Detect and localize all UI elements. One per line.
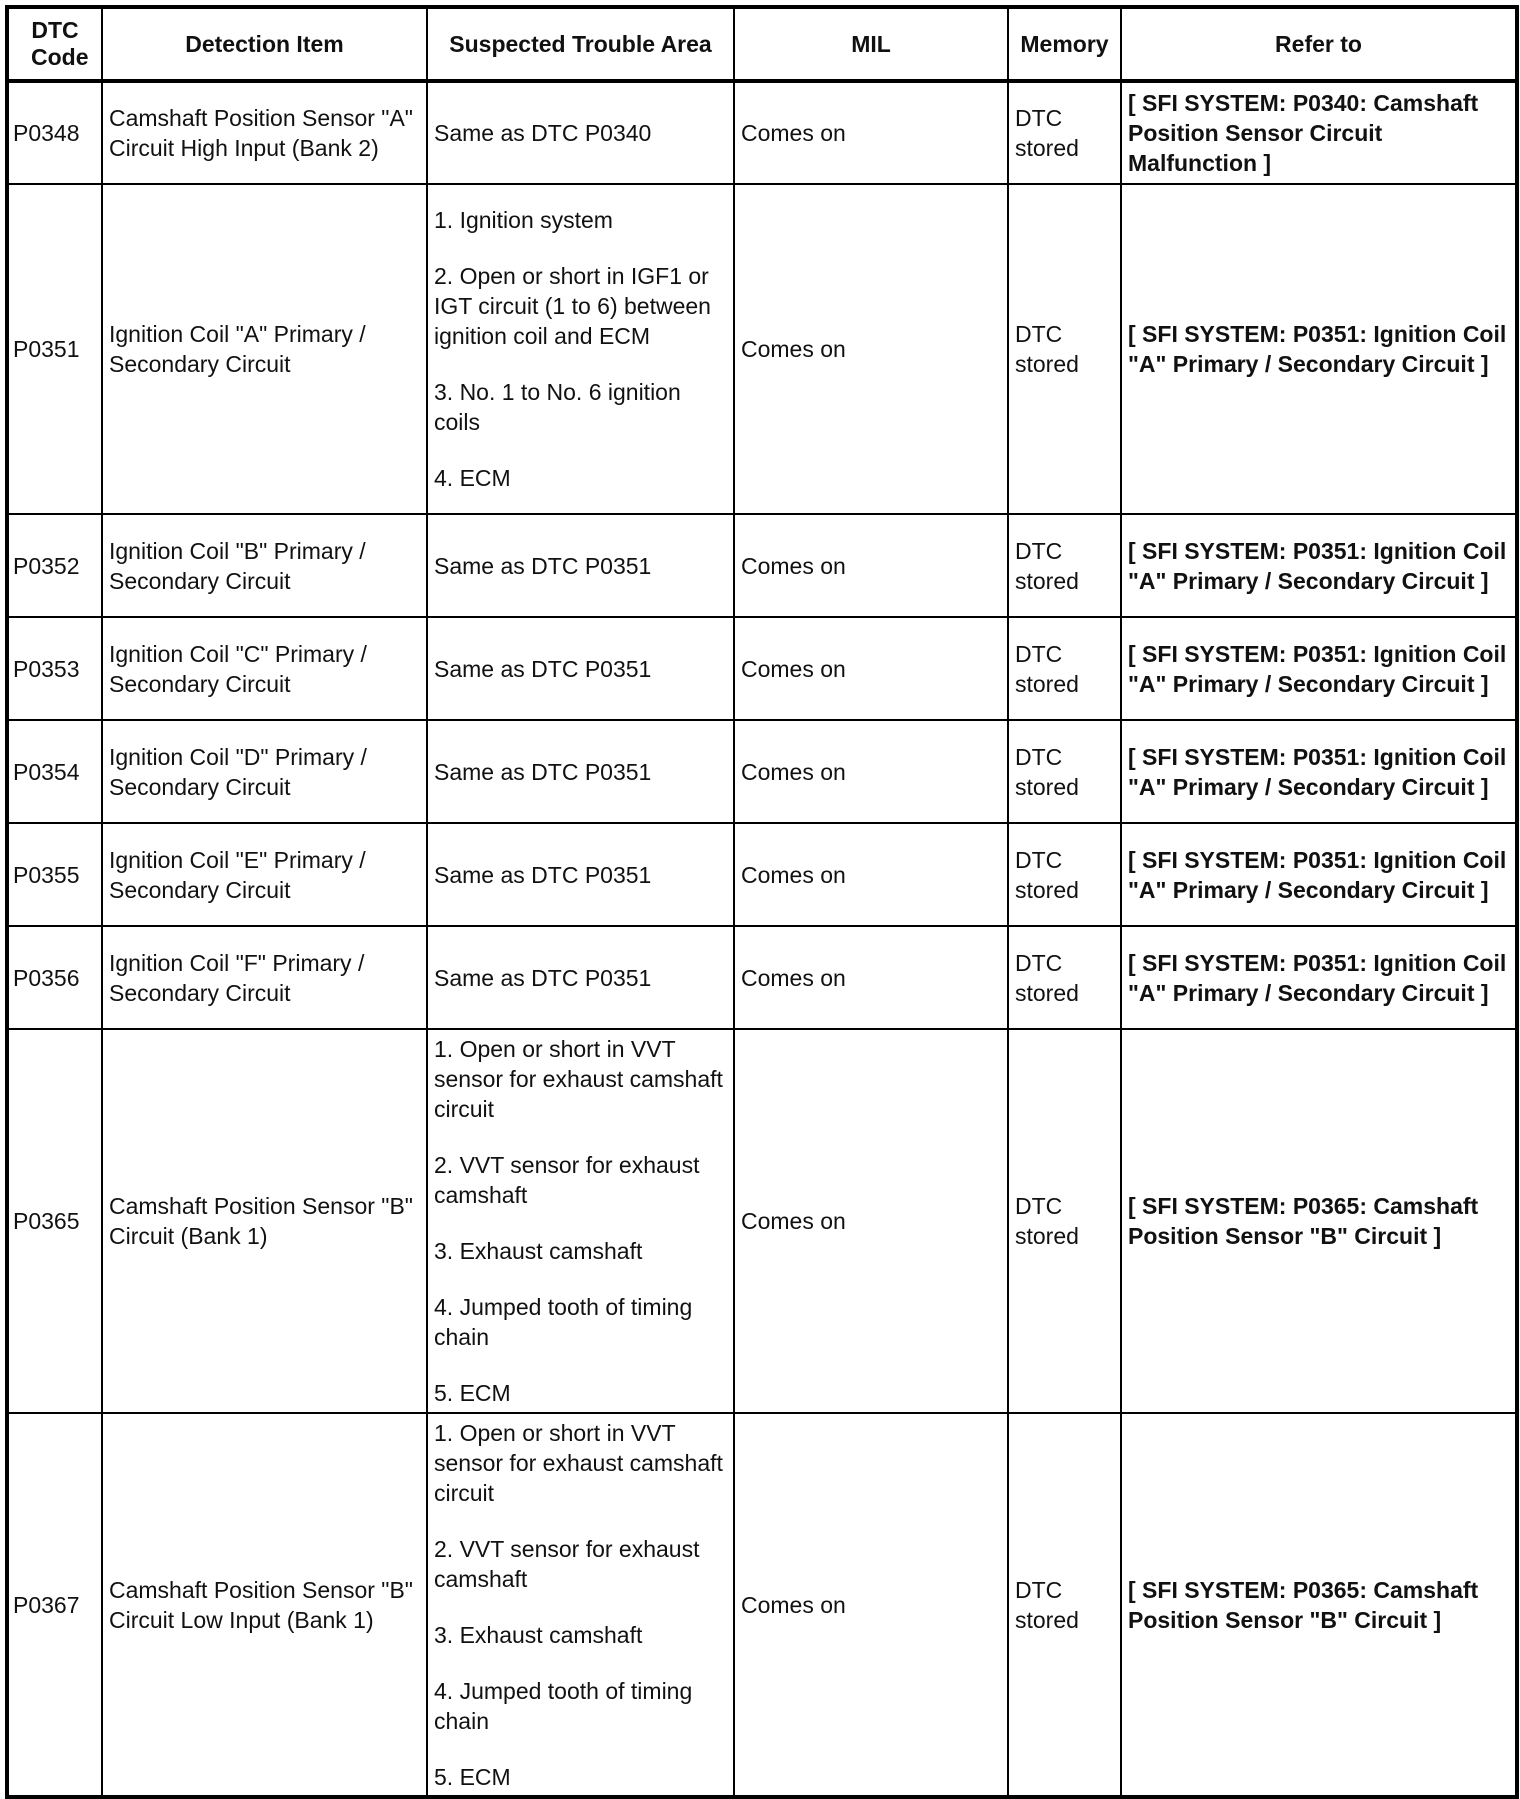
suspected-trouble-area-cell [427,81,734,184]
dtc-code-cell: P0356 [7,926,102,1029]
trouble-area-item: 1. Ignition system [434,207,613,233]
detection-item-cell: Ignition Coil "F" Primary / Secondary Circuit [102,926,427,1029]
detection-item-cell: Ignition Coil "E" Primary / Secondary Circuit [102,823,427,926]
trouble-area-item: 1. Open or short in VVT sensor for exhaust camshaft circuit [434,1419,723,1506]
dtc-code-cell: P0351 [7,184,102,514]
memory-cell: DTC stored [1008,81,1121,184]
memory-cell: DTC stored [1008,1029,1121,1413]
header-dtc-code: DTC Code [7,7,102,81]
trouble-area-item: 2. Open or short in IGF1 or IGT circuit (1 to 6) between ignition coil and ECM [434,263,711,349]
trouble-area-item: Same as DTC P0351 [434,552,652,579]
detection-item-cell: Ignition Coil "A" Primary / Secondary Circuit [102,184,427,514]
suspected-trouble-area-cell [427,823,734,926]
detection-item-cell: Camshaft Position Sensor "A" Circuit High Input (Bank 2) [102,81,427,184]
memory-cell: DTC stored [1008,720,1121,823]
dtc-code-cell: P0367 [7,1413,102,1797]
table-row [7,81,1517,184]
detection-item-cell: Camshaft Position Sensor "B" Circuit Low Input (Bank 1) [102,1413,427,1797]
refer-to-link[interactable]: [ SFI SYSTEM: P0351: Ignition Coil "A" Primary / Secondary Circuit ] [1121,926,1517,1029]
mil-cell: Comes on [734,823,1008,926]
suspected-trouble-area-cell [427,1029,734,1413]
table-row [7,1413,1517,1797]
memory-cell: DTC stored [1008,514,1121,617]
suspected-trouble-area-cell [427,617,734,720]
mil-cell: Comes on [734,1029,1008,1413]
refer-to-link[interactable]: [ SFI SYSTEM: P0365: Camshaft Position Sensor "B" Circuit ] [1121,1029,1517,1413]
trouble-area-item: Same as DTC P0351 [434,861,652,888]
table-row [7,720,1517,823]
trouble-area-item: 5. ECM [434,1763,511,1790]
detection-item-cell: Ignition Coil "D" Primary / Secondary Circuit [102,720,427,823]
memory-cell: DTC stored [1008,823,1121,926]
memory-cell: DTC stored [1008,1413,1121,1797]
trouble-area-item: 4. Jumped tooth of timing chain [434,1294,693,1350]
memory-cell: DTC stored [1008,617,1121,720]
trouble-area-item: 5. ECM [434,1380,511,1406]
trouble-area-item: 1. Open or short in VVT sensor for exhaust camshaft circuit [434,1036,723,1122]
table-row [7,184,1517,514]
memory-cell: DTC stored [1008,926,1121,1029]
mil-cell: Comes on [734,184,1008,514]
trouble-area-item: 3. Exhaust camshaft [434,1238,643,1264]
trouble-area-item: Same as DTC P0340 [434,120,652,146]
trouble-area-item: Same as DTC P0351 [434,655,652,682]
header-refer-to: Refer to [1121,7,1517,81]
trouble-area-item: Same as DTC P0351 [434,964,652,991]
table-row [7,617,1517,720]
header-row [7,7,1517,81]
table-row [7,1029,1517,1413]
trouble-area-item: 3. Exhaust camshaft [434,1621,643,1648]
mil-cell: Comes on [734,81,1008,184]
refer-to-link[interactable]: [ SFI SYSTEM: P0351: Ignition Coil "A" Primary / Secondary Circuit ] [1121,514,1517,617]
trouble-area-item: Same as DTC P0351 [434,758,652,785]
mil-cell: Comes on [734,720,1008,823]
suspected-trouble-area-cell [427,514,734,617]
table-header [7,7,1517,81]
dtc-code-cell: P0348 [7,81,102,184]
trouble-area-item: 2. VVT sensor for exhaust camshaft [434,1535,700,1592]
suspected-trouble-area-cell [427,720,734,823]
trouble-area-item: 4. Jumped tooth of timing chain [434,1677,693,1734]
suspected-trouble-area-cell [427,926,734,1029]
refer-to-link[interactable]: [ SFI SYSTEM: P0351: Ignition Coil "A" Primary / Secondary Circuit ] [1121,184,1517,514]
refer-to-link[interactable]: [ SFI SYSTEM: P0340: Camshaft Position Sensor Circuit Malfunction ] [1121,81,1517,184]
dtc-table [5,5,1519,1799]
table-body [7,81,1517,1797]
table-row [7,823,1517,926]
refer-to-link[interactable]: [ SFI SYSTEM: P0365: Camshaft Position Sensor "B" Circuit ] [1121,1413,1517,1797]
detection-item-cell: Ignition Coil "C" Primary / Secondary Circuit [102,617,427,720]
header-suspected-trouble-area: Suspected Trouble Area [427,7,734,81]
mil-cell: Comes on [734,514,1008,617]
mil-cell: Comes on [734,617,1008,720]
detection-item-cell: Camshaft Position Sensor "B" Circuit (Bank 1) [102,1029,427,1413]
refer-to-link[interactable]: [ SFI SYSTEM: P0351: Ignition Coil "A" Primary / Secondary Circuit ] [1121,720,1517,823]
refer-to-link[interactable]: [ SFI SYSTEM: P0351: Ignition Coil "A" Primary / Secondary Circuit ] [1121,617,1517,720]
table-row [7,926,1517,1029]
dtc-table-container [5,5,1519,1799]
mil-cell: Comes on [734,926,1008,1029]
suspected-trouble-area-cell [427,1413,734,1797]
dtc-code-cell: P0355 [7,823,102,926]
table-row [7,514,1517,617]
header-memory: Memory [1008,7,1121,81]
refer-to-link[interactable]: [ SFI SYSTEM: P0351: Ignition Coil "A" Primary / Secondary Circuit ] [1121,823,1517,926]
trouble-area-item: 2. VVT sensor for exhaust camshaft [434,1152,700,1208]
memory-cell: DTC stored [1008,184,1121,514]
dtc-code-cell: P0365 [7,1029,102,1413]
trouble-area-item: 4. ECM [434,465,511,491]
dtc-code-cell: P0352 [7,514,102,617]
header-detection-item: Detection Item [102,7,427,81]
dtc-code-cell: P0353 [7,617,102,720]
header-mil: MIL [734,7,1008,81]
detection-item-cell: Ignition Coil "B" Primary / Secondary Circuit [102,514,427,617]
mil-cell: Comes on [734,1413,1008,1797]
trouble-area-item: 3. No. 1 to No. 6 ignition coils [434,379,681,435]
suspected-trouble-area-cell [427,184,734,514]
dtc-code-cell: P0354 [7,720,102,823]
